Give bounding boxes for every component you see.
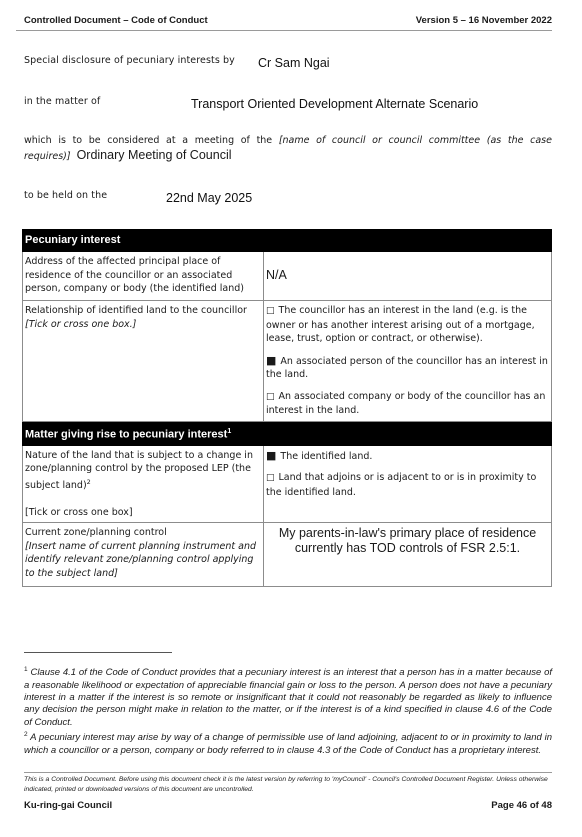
held-label: to be held on the [24,190,108,201]
section-pecuniary-interest-title: Pecuniary interest [23,230,552,252]
option-text: An associated company or body of the councillor has an interest in the land. [266,390,546,416]
meeting-paragraph [24,134,552,164]
checkbox-unchecked-icon[interactable]: □ [266,306,275,316]
relationship-hint: [Tick or cross one box.] [25,318,137,330]
matter-value: Transport Oriented Development Alternate Scenario [191,97,479,111]
footnote-divider [24,652,172,653]
relationship-cell [23,301,264,422]
address-label: Address of the affected principal place of residence of the councillor or an associated person, company or body (the identified land) [23,252,264,301]
relationship-label: Relationship of identified land to the councillor [25,305,247,316]
disclosure-table [22,229,552,587]
checkbox-unchecked-icon[interactable]: □ [266,391,275,402]
meeting-text-hint: [name of council or council committee (as the case requires)] [24,135,552,162]
section-header-row [23,230,552,252]
zone-cell [23,523,264,587]
page-header [24,10,552,30]
disclosure-value: Cr Sam Ngai [258,56,330,70]
table-row [23,252,552,301]
relationship-option-associated-company[interactable] [266,390,549,418]
footer-organisation: Ku-ring-gai Council [24,799,113,811]
footer-page-number: Page 46 of 48 [491,799,552,811]
held-value: 22nd May 2025 [166,191,253,205]
checkbox-checked-icon[interactable]: ■ [266,448,277,462]
footnote-text: Clause 4.1 of the Code of Conduct provides that a pecuniary interest is an interest that a person has in a matter because of a reasonable likelihood or expectation of appreciable financial gain or loss to the person. A person does not have a pecuniary interest in a matter if the interest is so remote or insignificant that it could not reasonably be regarded as likely to influence any decision the person might make in relation to the matter, or if the interest is of a kind specified in clause 4.6 of the Code of Conduct. [24,667,553,728]
relationship-option-councillor[interactable] [266,304,549,346]
section-matter-title [23,421,552,445]
nature-option-adjoining-land[interactable] [266,471,549,499]
relationship-options [264,301,552,422]
footer-controlled-note: This is a Controlled Document. Before using this document check it is the latest version by referring to 'myCouncil' - Council's Controlled Document Register. Unless otherwise indicated, printed or downloaded versions of this document are uncontrolled. [24,776,548,793]
footnote-text: A pecuniary interest may arise by way of a change of permissible use of land adjoining, adjacent to or in proximity to land in which a councillor or a person, company or body referred to in clause 4.3 of the Code of Conduct has a proprietary interest. [24,732,552,756]
section-matter-title-text: Matter giving rise to pecuniary interest [25,428,228,441]
meeting-text: which is to be considered at a meeting of the [24,135,279,146]
footnote-2 [24,729,552,757]
zone-value: My parents-in-law's primary place of residence currently has TOD controls of FSR 2.5:1. [264,523,552,587]
nature-option-identified-land[interactable] [266,449,549,464]
footnote-marker: 1 [24,666,28,673]
checkbox-unchecked-icon[interactable]: □ [266,473,275,484]
section-header-row [23,421,552,445]
zone-label: Current zone/planning control [25,527,167,539]
option-text: Land that adjoins or is adjacent to or is in proximity to the identified land. [266,472,537,498]
header-document-title: Controlled Document – Code of Conduct [24,14,208,26]
nature-options [264,445,552,523]
header-divider [16,30,552,31]
footer-divider [24,772,552,773]
footnote-ref: 1 [227,427,232,435]
nature-hint: [Tick or cross one box] [25,506,133,518]
footnote-ref: 2 [86,477,91,486]
meeting-value: Ordinary Meeting of Council [76,148,232,162]
option-text: The identified land. [280,450,373,462]
matter-label: in the matter of [24,96,101,107]
page-footer [24,797,552,813]
table-row [23,523,552,587]
footnote-1 [24,664,552,729]
option-text: An associated person of the councillor has an interest in the land. [266,355,548,380]
footnote-marker: 2 [24,731,28,738]
checkbox-checked-icon[interactable]: ■ [266,353,277,367]
disclosure-label: Special disclosure of pecuniary interests by [24,55,235,66]
relationship-option-associated-person[interactable] [266,354,549,382]
header-version: Version 5 – 16 November 2022 [415,14,552,26]
table-row [23,301,552,422]
address-value: N/A [264,252,552,301]
option-text: The councillor has an interest in the land (e.g. is the owner or has another interest arising out of a mortgage, lease, trust, option or contract, or otherwise). [266,305,535,344]
table-row [23,445,552,523]
nature-cell [23,445,264,523]
nature-label: Nature of the land that is subject to a change in zone/planning control by the proposed LEP (the subject land) [25,449,253,491]
zone-hint: [Insert name of current planning instrument and identify relevant zone/planning control applying to the subject land] [25,540,257,579]
